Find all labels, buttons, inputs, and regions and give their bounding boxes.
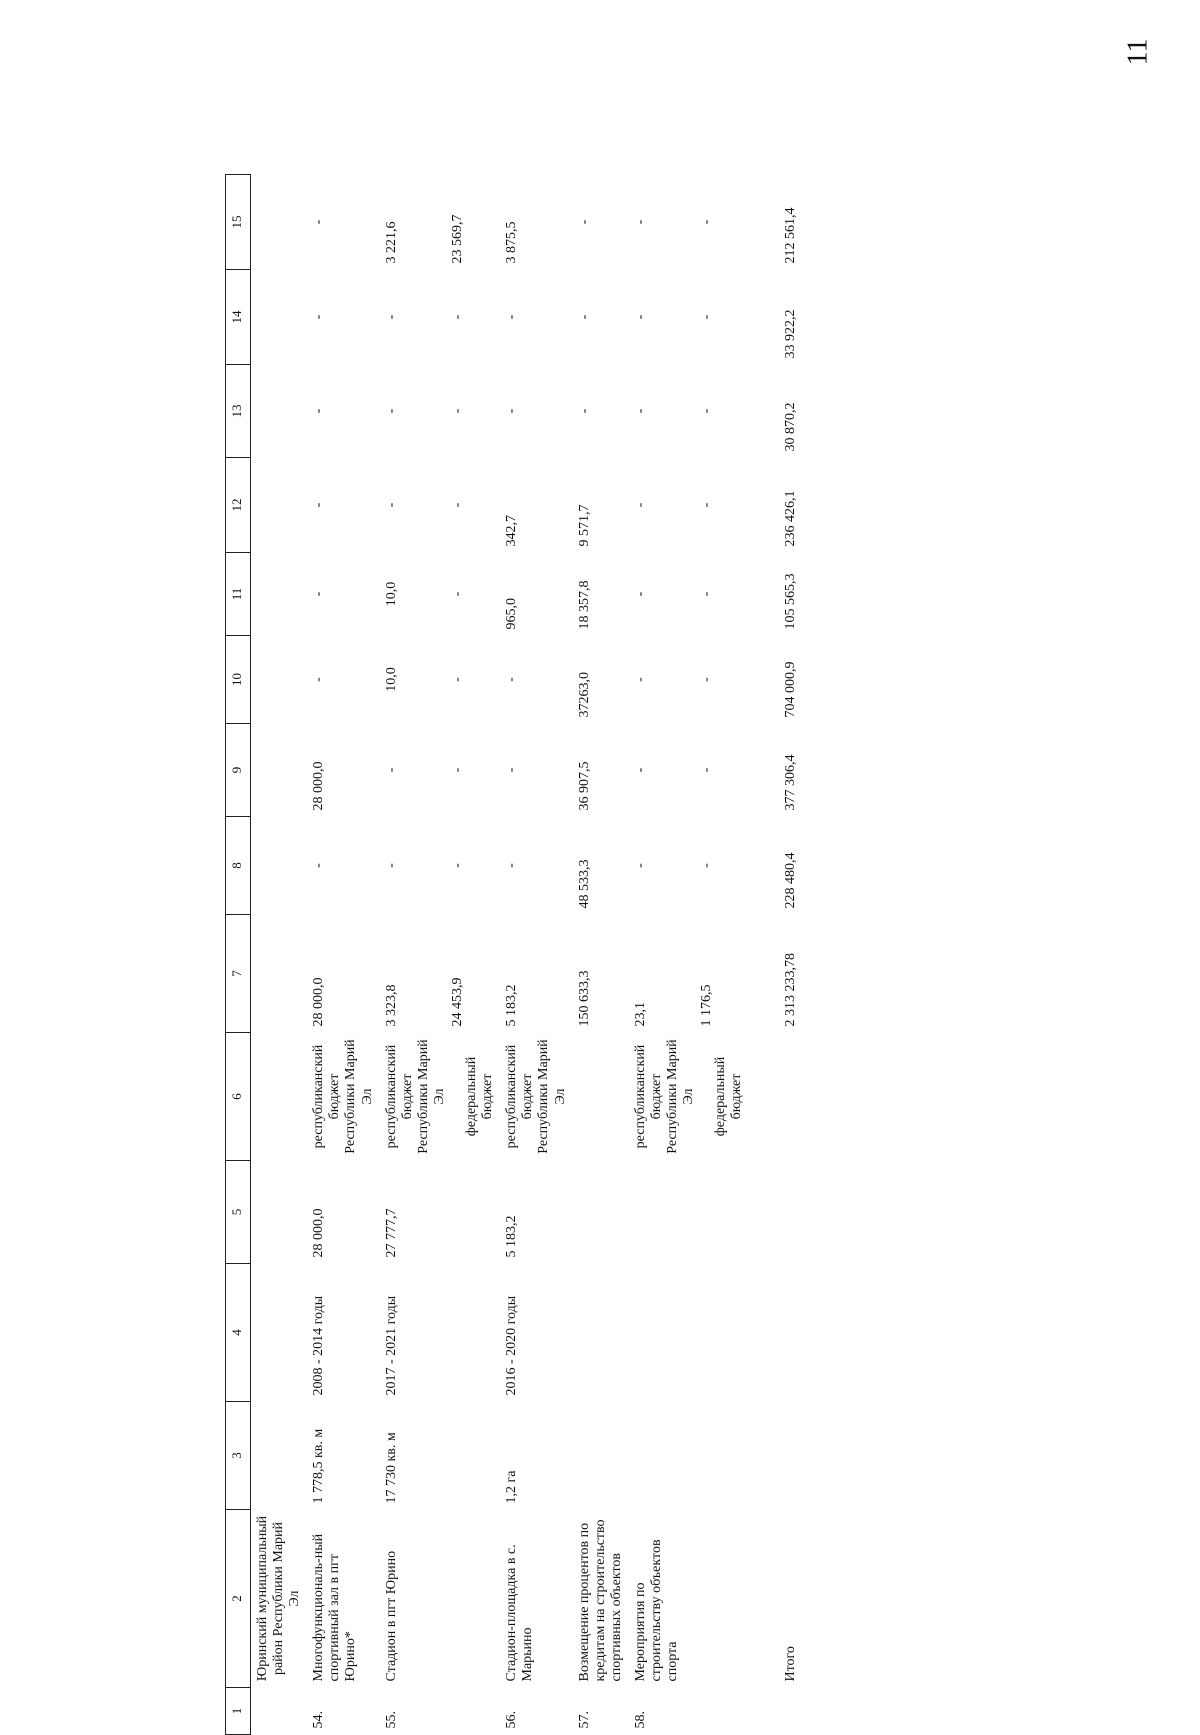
table-row	[629, 175, 750, 1735]
year-value: 342,7	[504, 515, 520, 547]
totals-row	[749, 175, 803, 1735]
year-value: -	[632, 219, 648, 225]
totals-label: Итого	[783, 1646, 799, 1682]
estimated-cost: 27 777,7	[383, 1208, 399, 1258]
year-value: -	[632, 502, 648, 508]
funding-source: федеральный бюджет	[713, 1056, 745, 1137]
total-amount: 150 633,3	[576, 970, 592, 1027]
col-header-15: 15	[226, 175, 251, 270]
year-value: -	[632, 591, 648, 597]
col-header-4: 4	[226, 1264, 251, 1402]
year-value: -	[383, 863, 399, 868]
year-value: -	[632, 767, 648, 773]
estimated-cost: 5 183,2	[504, 1215, 520, 1258]
total-amount: 3 323,8	[383, 984, 399, 1027]
year-value: -	[632, 863, 648, 868]
col-header-6: 6	[226, 1033, 251, 1161]
year-value: 23 569,7	[449, 214, 465, 264]
year-value: 10,0	[383, 581, 399, 607]
estimated-cost: 28 000,0	[311, 1208, 327, 1258]
funding-source: республиканский бюджет Республики Марий Эл	[311, 1039, 375, 1154]
year-value: 3 875,5	[504, 221, 520, 264]
row-number: 58.	[632, 1711, 648, 1729]
total-amount: 24 453,9	[449, 977, 465, 1027]
year-value: -	[698, 408, 714, 414]
year-value: -	[504, 314, 520, 320]
total-sum: 105 565,3	[783, 573, 799, 630]
object-name: Многофункциональ-ный спортивный зал в пгт Юрино*	[311, 1533, 359, 1682]
year-value: 10,0	[383, 667, 399, 692]
year-value: -	[383, 314, 399, 320]
year-value: -	[632, 314, 648, 320]
total-sum: 236 426,1	[783, 490, 799, 547]
year-value: -	[449, 863, 465, 868]
year-value: -	[698, 591, 714, 597]
year-value: -	[698, 863, 714, 868]
year-value: -	[449, 502, 465, 508]
total-sum: 704 000,9	[783, 661, 799, 718]
year-value: -	[449, 314, 465, 320]
total-sum: 33 922,2	[783, 309, 799, 359]
col-header-3: 3	[226, 1402, 251, 1510]
col-header-2: 2	[226, 1510, 251, 1688]
year-value: 9 571,7	[576, 504, 592, 547]
district-name: Юринский муниципальный район Республики Марий Эл	[255, 1515, 303, 1682]
table-row	[307, 175, 379, 1735]
year-value: -	[311, 677, 327, 682]
total-amount: 28 000,0	[311, 977, 327, 1027]
capacity: 1 778,5 кв. м	[311, 1428, 327, 1504]
object-name: Стадион-площадка в с. Марьино	[504, 1544, 536, 1682]
col-header-14: 14	[226, 270, 251, 365]
total-amount: 5 183,2	[504, 984, 520, 1027]
total-sum: 30 870,2	[783, 402, 799, 452]
year-value: -	[311, 314, 327, 320]
col-header-5: 5	[226, 1161, 251, 1264]
capacity: 17 730 кв. м	[383, 1432, 399, 1504]
period: 2008 - 2014 годы	[311, 1295, 327, 1396]
col-header-1: 1	[226, 1688, 251, 1735]
col-header-12: 12	[226, 458, 251, 553]
year-value: -	[632, 677, 648, 682]
col-header-10: 10	[226, 636, 251, 724]
col-header-11: 11	[226, 553, 251, 636]
year-value: -	[449, 591, 465, 597]
funding-source: республиканский бюджет Республики Марий Эл	[504, 1039, 568, 1154]
year-value: -	[698, 314, 714, 320]
funding-source: федеральный бюджет	[464, 1056, 496, 1137]
year-value: -	[698, 677, 714, 682]
year-value: -	[504, 677, 520, 682]
year-value: -	[383, 767, 399, 773]
year-value: -	[576, 219, 592, 225]
year-value: 37263,0	[576, 672, 592, 718]
row-number: 54.	[311, 1711, 327, 1729]
object-name: Возмещение процентов по кредитам на строительство спортивных объектов	[576, 1519, 624, 1682]
year-value: -	[311, 219, 327, 225]
row-number: 57.	[576, 1711, 592, 1729]
total-sum: 2 313 233,78	[783, 953, 799, 1027]
year-value: -	[698, 219, 714, 225]
page-number: 11	[1122, 38, 1154, 66]
total-sum: 377 306,4	[783, 754, 799, 811]
row-number: 56.	[504, 1711, 520, 1729]
year-value: 3 221,6	[383, 221, 399, 264]
year-value: -	[576, 408, 592, 414]
period: 2017 - 2021 годы	[383, 1295, 399, 1396]
object-name: Мероприятия по строительству объектов спорта	[632, 1539, 681, 1682]
total-amount: 1 176,5	[698, 984, 714, 1027]
total-sum: 228 480,4	[783, 852, 799, 909]
year-value: -	[449, 677, 465, 682]
year-value: -	[504, 863, 520, 868]
col-header-13: 13	[226, 365, 251, 458]
year-value: -	[311, 863, 327, 868]
year-value: 36 907,5	[576, 761, 592, 811]
year-value: -	[383, 408, 399, 414]
row-number: 55.	[383, 1711, 399, 1729]
object-name: Стадион в пгт Юрино	[383, 1550, 399, 1682]
rotated-table-wrapper	[225, 207, 915, 1735]
year-value: -	[311, 502, 327, 508]
table-row	[380, 175, 501, 1735]
year-value: -	[311, 591, 327, 597]
year-value: 965,0	[504, 598, 520, 630]
district-row	[251, 175, 308, 1735]
col-header-9: 9	[226, 724, 251, 817]
year-value: 28 000,0	[311, 761, 327, 811]
year-value: -	[311, 408, 327, 414]
year-value: 18 357,8	[576, 580, 592, 630]
year-value: -	[504, 767, 520, 773]
financing-table	[225, 174, 804, 1735]
col-header-8: 8	[226, 817, 251, 915]
table-row	[500, 175, 572, 1735]
funding-source: республиканский бюджет Республики Марий Эл	[383, 1039, 447, 1154]
year-value: -	[383, 502, 399, 508]
period: 2016 - 2020 годы	[504, 1295, 520, 1396]
total-sum: 212 561,4	[783, 207, 799, 264]
year-value: -	[632, 408, 648, 414]
table-row	[573, 175, 629, 1735]
capacity: 1,2 га	[504, 1470, 520, 1504]
year-value: -	[449, 767, 465, 773]
column-number-row	[226, 175, 251, 1735]
total-amount: 23,1	[632, 1002, 648, 1027]
year-value: -	[698, 502, 714, 508]
year-value: -	[698, 767, 714, 773]
year-value: 48 533,3	[576, 859, 592, 909]
year-value: -	[576, 314, 592, 320]
col-header-7: 7	[226, 915, 251, 1033]
year-value: -	[449, 408, 465, 414]
funding-source: республиканский бюджет Республики Марий Эл	[632, 1039, 697, 1154]
year-value: -	[504, 408, 520, 414]
